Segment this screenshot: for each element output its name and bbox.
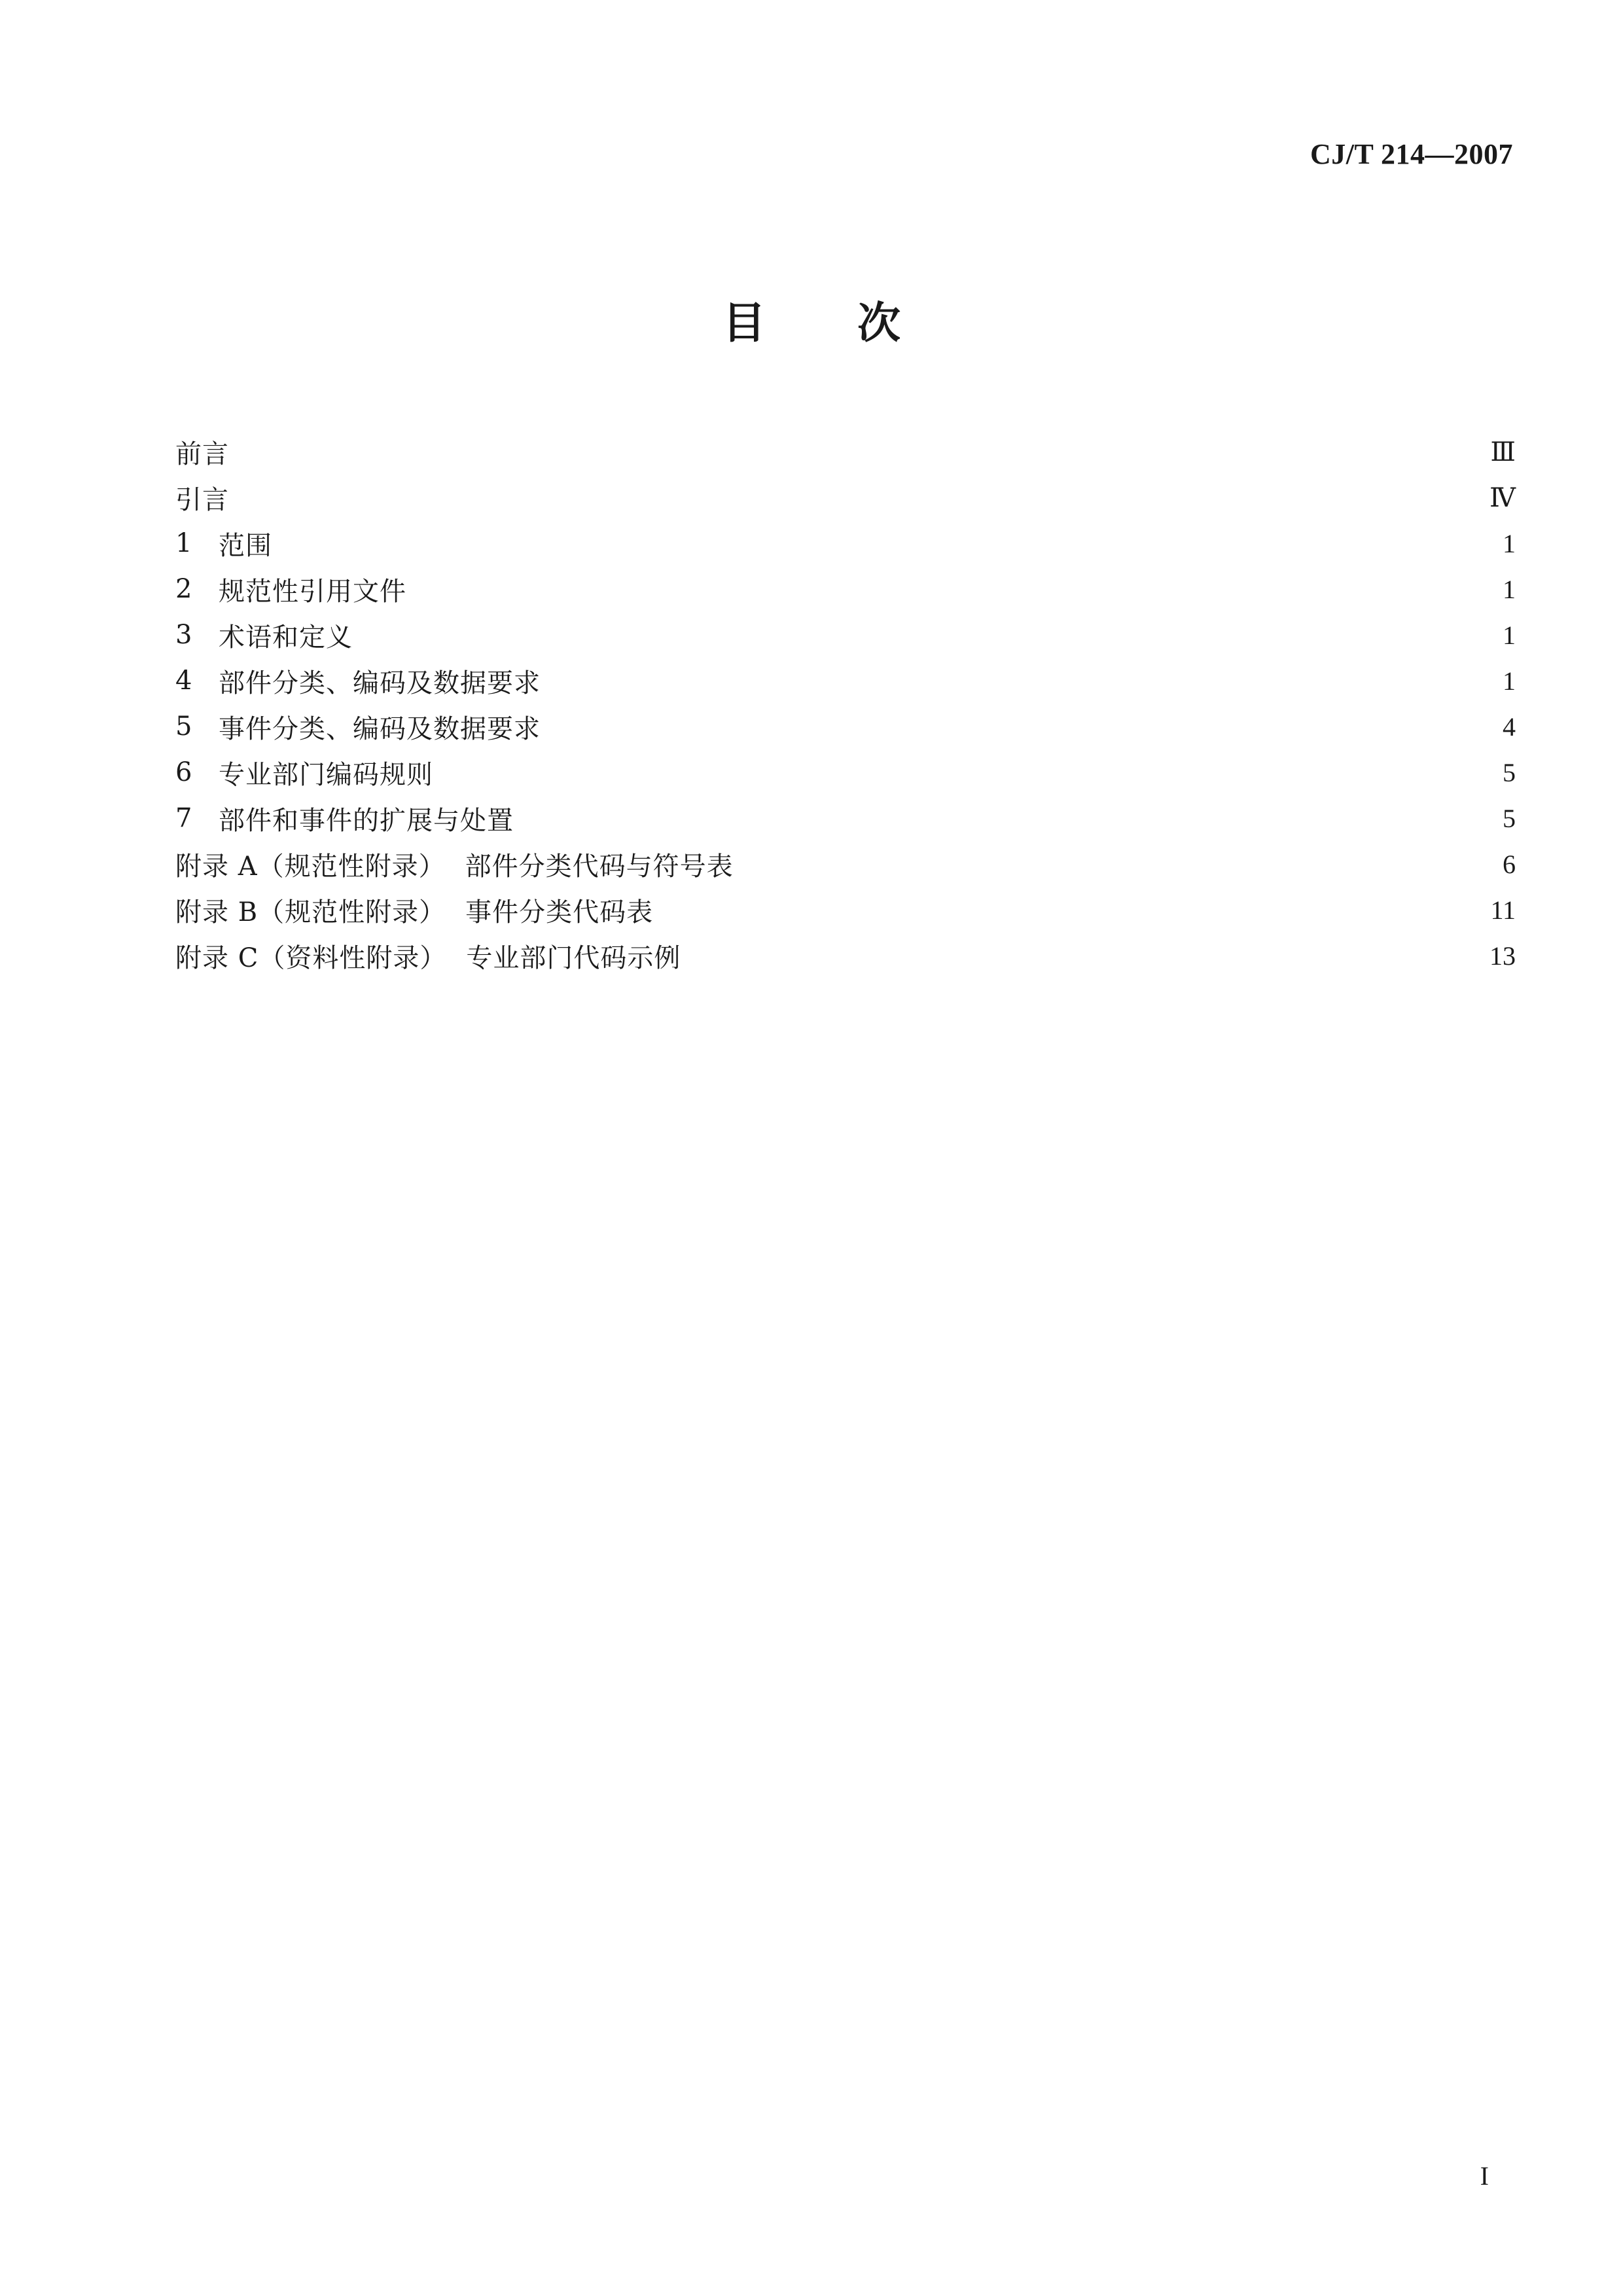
- toc-leader-dots: [550, 668, 1493, 694]
- toc-entry-text: 部件和事件的扩展与处置: [219, 805, 514, 836]
- toc-entry-text: 规范性引用文件: [219, 576, 406, 607]
- toc-entry-text: 引言: [175, 484, 229, 515]
- toc-leader-dots: [442, 759, 1493, 785]
- toc-entry-1[interactable]: [175, 520, 1516, 566]
- toc-leader-dots: [362, 622, 1493, 648]
- toc-entry-page: 13: [1489, 941, 1516, 971]
- toc-leader-dots: [690, 942, 1480, 969]
- toc-entry-page: 11: [1490, 895, 1516, 925]
- toc-entry-page: 1: [1503, 574, 1516, 604]
- toc-entry-4[interactable]: [175, 658, 1516, 704]
- appendix-label: 附录 B（规范性附录）: [175, 897, 446, 927]
- toc-leader-dots: [416, 576, 1493, 602]
- title-char-2: 次: [857, 298, 901, 348]
- standard-code: CJ/T 214—2007: [1310, 138, 1513, 170]
- toc-entry-5[interactable]: [175, 704, 1516, 749]
- toc-entry-number: 4: [175, 666, 192, 696]
- toc-entry-6[interactable]: [175, 749, 1516, 795]
- appendix-title: 部件分类代码与符号表: [465, 851, 734, 882]
- toc-entry-text: [175, 846, 734, 883]
- toc-leader-dots: [281, 530, 1493, 556]
- toc-entry-page: 5: [1503, 757, 1516, 787]
- toc-entry-2[interactable]: [175, 566, 1516, 612]
- toc-entry-text: 事件分类、编码及数据要求: [219, 713, 541, 744]
- toc-leader-dots: [550, 713, 1493, 740]
- toc-entry-text: 部件分类、编码及数据要求: [219, 668, 541, 698]
- table-of-contents: [175, 429, 1516, 978]
- toc-entry-page: 1: [1503, 620, 1516, 650]
- page-number: I: [1480, 2161, 1489, 2191]
- toc-entry-text: 前言: [175, 439, 229, 469]
- toc-entry-page: 5: [1503, 803, 1516, 833]
- toc-leader-dots: [523, 805, 1493, 831]
- toc-entry-page: 1: [1503, 528, 1516, 558]
- toc-leader-dots: [238, 484, 1480, 511]
- toc-entry-number: 7: [175, 803, 192, 833]
- toc-entry-appendix-a[interactable]: [175, 841, 1516, 887]
- toc-leader-dots: [238, 439, 1481, 465]
- toc-entry-number: 5: [175, 711, 192, 742]
- toc-entry-page: Ⅳ: [1489, 482, 1516, 512]
- toc-entry-text: [175, 937, 681, 975]
- appendix-label: 附录 A（规范性附录）: [175, 851, 446, 882]
- appendix-title: 专业部门代码示例: [466, 942, 681, 973]
- toc-entry-7[interactable]: [175, 795, 1516, 841]
- toc-entry-text: 范围: [219, 530, 272, 561]
- toc-leader-dots: [743, 851, 1493, 877]
- toc-entry-page: 6: [1503, 849, 1516, 879]
- toc-entry-number: 6: [175, 757, 192, 787]
- toc-entry-appendix-b[interactable]: [175, 887, 1516, 933]
- toc-entry-introduction[interactable]: [175, 475, 1516, 520]
- toc-entry-page: Ⅲ: [1490, 437, 1516, 467]
- toc-entry-page: 4: [1503, 711, 1516, 742]
- title-char-1: 目: [722, 298, 766, 348]
- toc-entry-text: 术语和定义: [219, 622, 353, 653]
- toc-leader-dots: [662, 897, 1481, 923]
- toc-entry-text: [175, 891, 653, 929]
- toc-entry-page: 1: [1503, 666, 1516, 696]
- toc-entry-number: 2: [175, 574, 192, 604]
- toc-entry-number: 1: [175, 528, 192, 558]
- appendix-label: 附录 C（资料性附录）: [175, 942, 447, 973]
- appendix-title: 事件分类代码表: [465, 897, 654, 927]
- toc-entry-text: 专业部门编码规则: [219, 759, 433, 790]
- toc-entry-number: 3: [175, 620, 192, 650]
- toc-entry-appendix-c[interactable]: [175, 933, 1516, 978]
- toc-entry-preface[interactable]: [175, 429, 1516, 475]
- toc-entry-3[interactable]: [175, 612, 1516, 658]
- page-title: [0, 288, 1623, 350]
